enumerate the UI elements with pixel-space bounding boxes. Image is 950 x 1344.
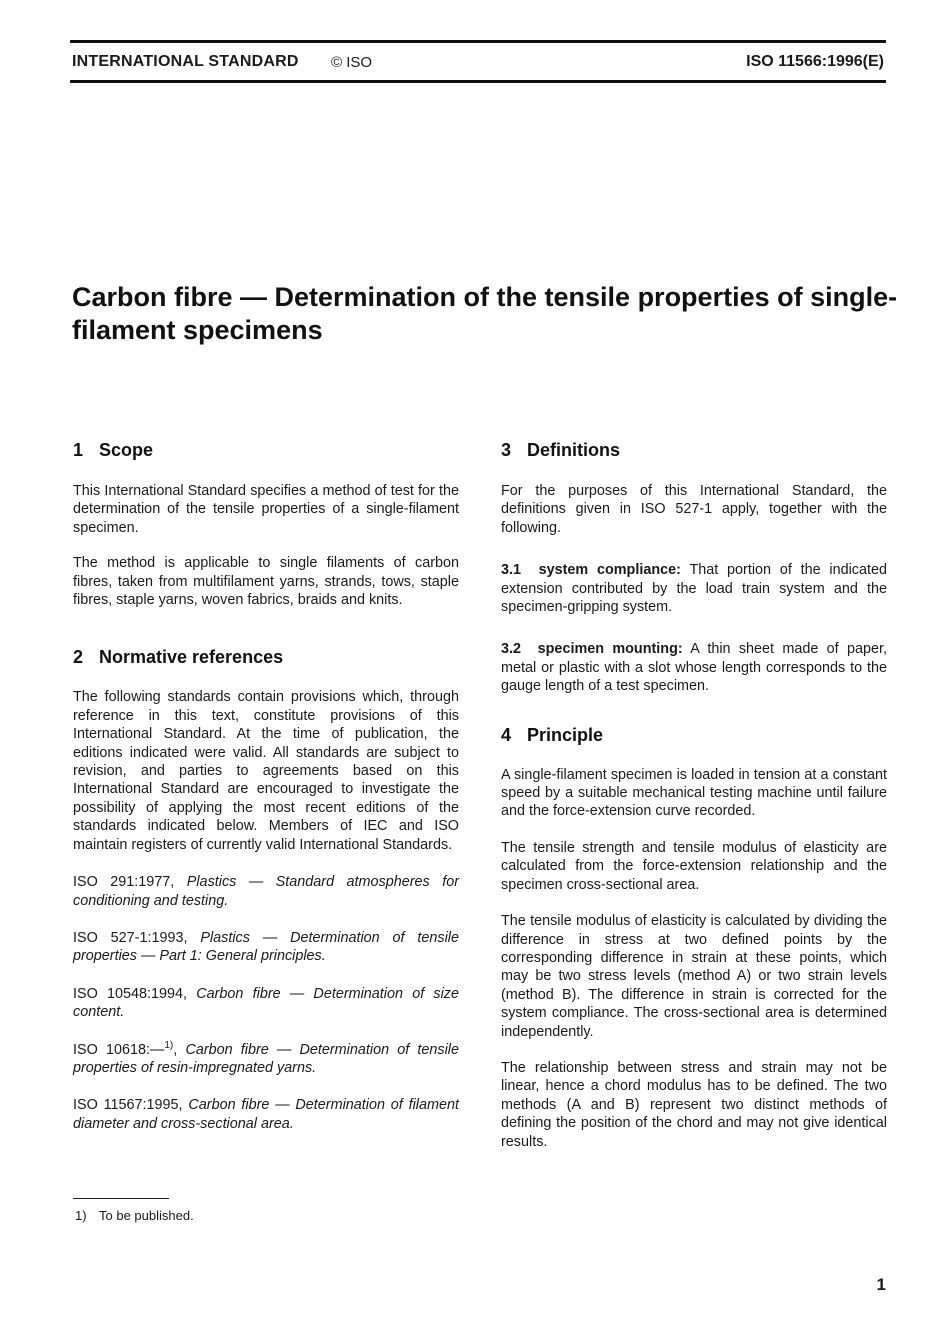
principle-paragraph-2: The tensile strength and tensile modulus of elasticity are calculated from the force-extension relationship and the specimen cross-sectional area.	[501, 839, 887, 893]
footnote-marker: 1)	[164, 1039, 174, 1051]
definition-item	[501, 561, 887, 616]
reference-item	[73, 985, 459, 1022]
definitions-intro-paragraph: For the purposes of this International Standard, the definitions given in ISO 527-1 apply, together with the following.	[501, 483, 887, 536]
definition-number: 3.2	[501, 641, 522, 658]
section-number: 1	[73, 440, 84, 460]
scope-paragraph-2: The method is applicable to single filaments of carbon fibres, taken from multifilament yarns, strands, tows, staple fibres, staple yarns, woven fabrics, braids and knits.	[73, 555, 459, 609]
definition-item	[501, 640, 887, 695]
reference-id: ISO 291:1977,	[73, 874, 175, 891]
definition-term: system compliance:	[538, 562, 681, 579]
principle-paragraph-3: The tensile modulus of elasticity is calculated by dividing the difference in stress at two defined points by the corresponding difference in strain at these points, which may be two stress levels (method A) or two strain levels (method B). The difference in strain is corrected for the system compliance. The cross-sectional area is determined independently.	[501, 913, 887, 1040]
section-number: 3	[501, 440, 512, 460]
section-number: 4	[501, 724, 512, 745]
definition-term: specimen mounting:	[537, 641, 683, 658]
left-column	[73, 438, 459, 1133]
definition-text: That portion of the indicated extension contributed by the load train system and the specimen-gripping system.	[501, 562, 887, 616]
section-number: 2	[73, 647, 84, 668]
section-heading-scope	[73, 438, 459, 462]
reference-id: ISO 11567:1995,	[73, 1097, 183, 1114]
footnote-text: To be published.	[99, 1208, 194, 1223]
principle-paragraph-1: A single-filament specimen is loaded in tension at a constant speed by a suitable mechanical testing machine until failure and the force-extension curve recorded.	[501, 766, 887, 820]
standard-type-label: INTERNATIONAL STANDARD	[72, 53, 299, 70]
reference-item	[73, 1096, 459, 1133]
section-heading-normative-references	[73, 645, 459, 669]
reference-title: Carbon fibre — Determination of filament diameter and cross-sectional area.	[73, 1097, 459, 1132]
definition-number: 3.1	[501, 562, 522, 579]
reference-title: Carbon fibre — Determination of tensile properties of resin-impregnated yarns.	[73, 1041, 459, 1076]
section-title: Principle	[527, 724, 604, 745]
reference-item	[73, 929, 459, 966]
scope-paragraph-1: This International Standard specifies a method of test for the determination of the tensile properties of a single-filament specimen.	[73, 483, 459, 536]
reference-item	[73, 873, 459, 910]
document-title: Carbon fibre — Determination of the tensile properties of single-filament specimens	[72, 282, 898, 345]
right-column	[501, 438, 887, 1151]
reference-title: Carbon fibre — Determination of size content.	[73, 985, 459, 1021]
standard-number: ISO 11566:1996(E)	[746, 53, 884, 70]
section-title: Normative references	[99, 647, 284, 668]
footnote-number: 1)	[75, 1208, 87, 1223]
principle-paragraph-4: The relationship between stress and strain may not be linear, hence a chord modulus has to be defined. The two methods (A and B) represent two distinct methods of defining the position of the chord and may not give identical results.	[501, 1059, 887, 1150]
reference-id: ISO 527-1:1993,	[73, 929, 188, 946]
section-heading-principle	[501, 723, 887, 747]
reference-item: ISO 10618:—$^{1)}$, Carbon fibre — Determination of tensile properties of resin-impregnated yarns.	[73, 1039, 459, 1076]
header-bottom-rule	[70, 80, 886, 83]
footnote-rule	[73, 1198, 169, 1199]
footnote	[75, 1208, 194, 1223]
reference-title: Plastics — Standard atmospheres for conditioning and testing.	[73, 874, 460, 909]
section-title: Definitions	[527, 440, 620, 460]
normative-intro-paragraph: The following standards contain provisions which, through reference in this text, constitute provisions of this International Standard. At the time of publication, the editions indicated were valid. All standards are subject to revision, and parties to agreements based on this International Standard are encouraged to investigate the possibility of applying the most recent editions of the standards indicated below. Members of IEC and ISO maintain registers of currently valid International Standards.	[73, 689, 459, 853]
section-title: Scope	[99, 440, 154, 460]
reference-title: Plastics — Determination of tensile properties — Part 1: General principles.	[73, 929, 459, 965]
page-number: 1	[876, 1275, 886, 1294]
copyright-label: © ISO	[331, 54, 373, 71]
definition-text: A thin sheet made of paper, metal or plastic with a slot whose length corresponds to the gauge length of a test specimen.	[501, 641, 887, 695]
section-heading-definitions	[501, 438, 887, 462]
header-top-rule	[70, 40, 886, 43]
reference-id: ISO 10618:—	[73, 1041, 165, 1058]
reference-id: ISO 10548:1994,	[73, 985, 188, 1002]
